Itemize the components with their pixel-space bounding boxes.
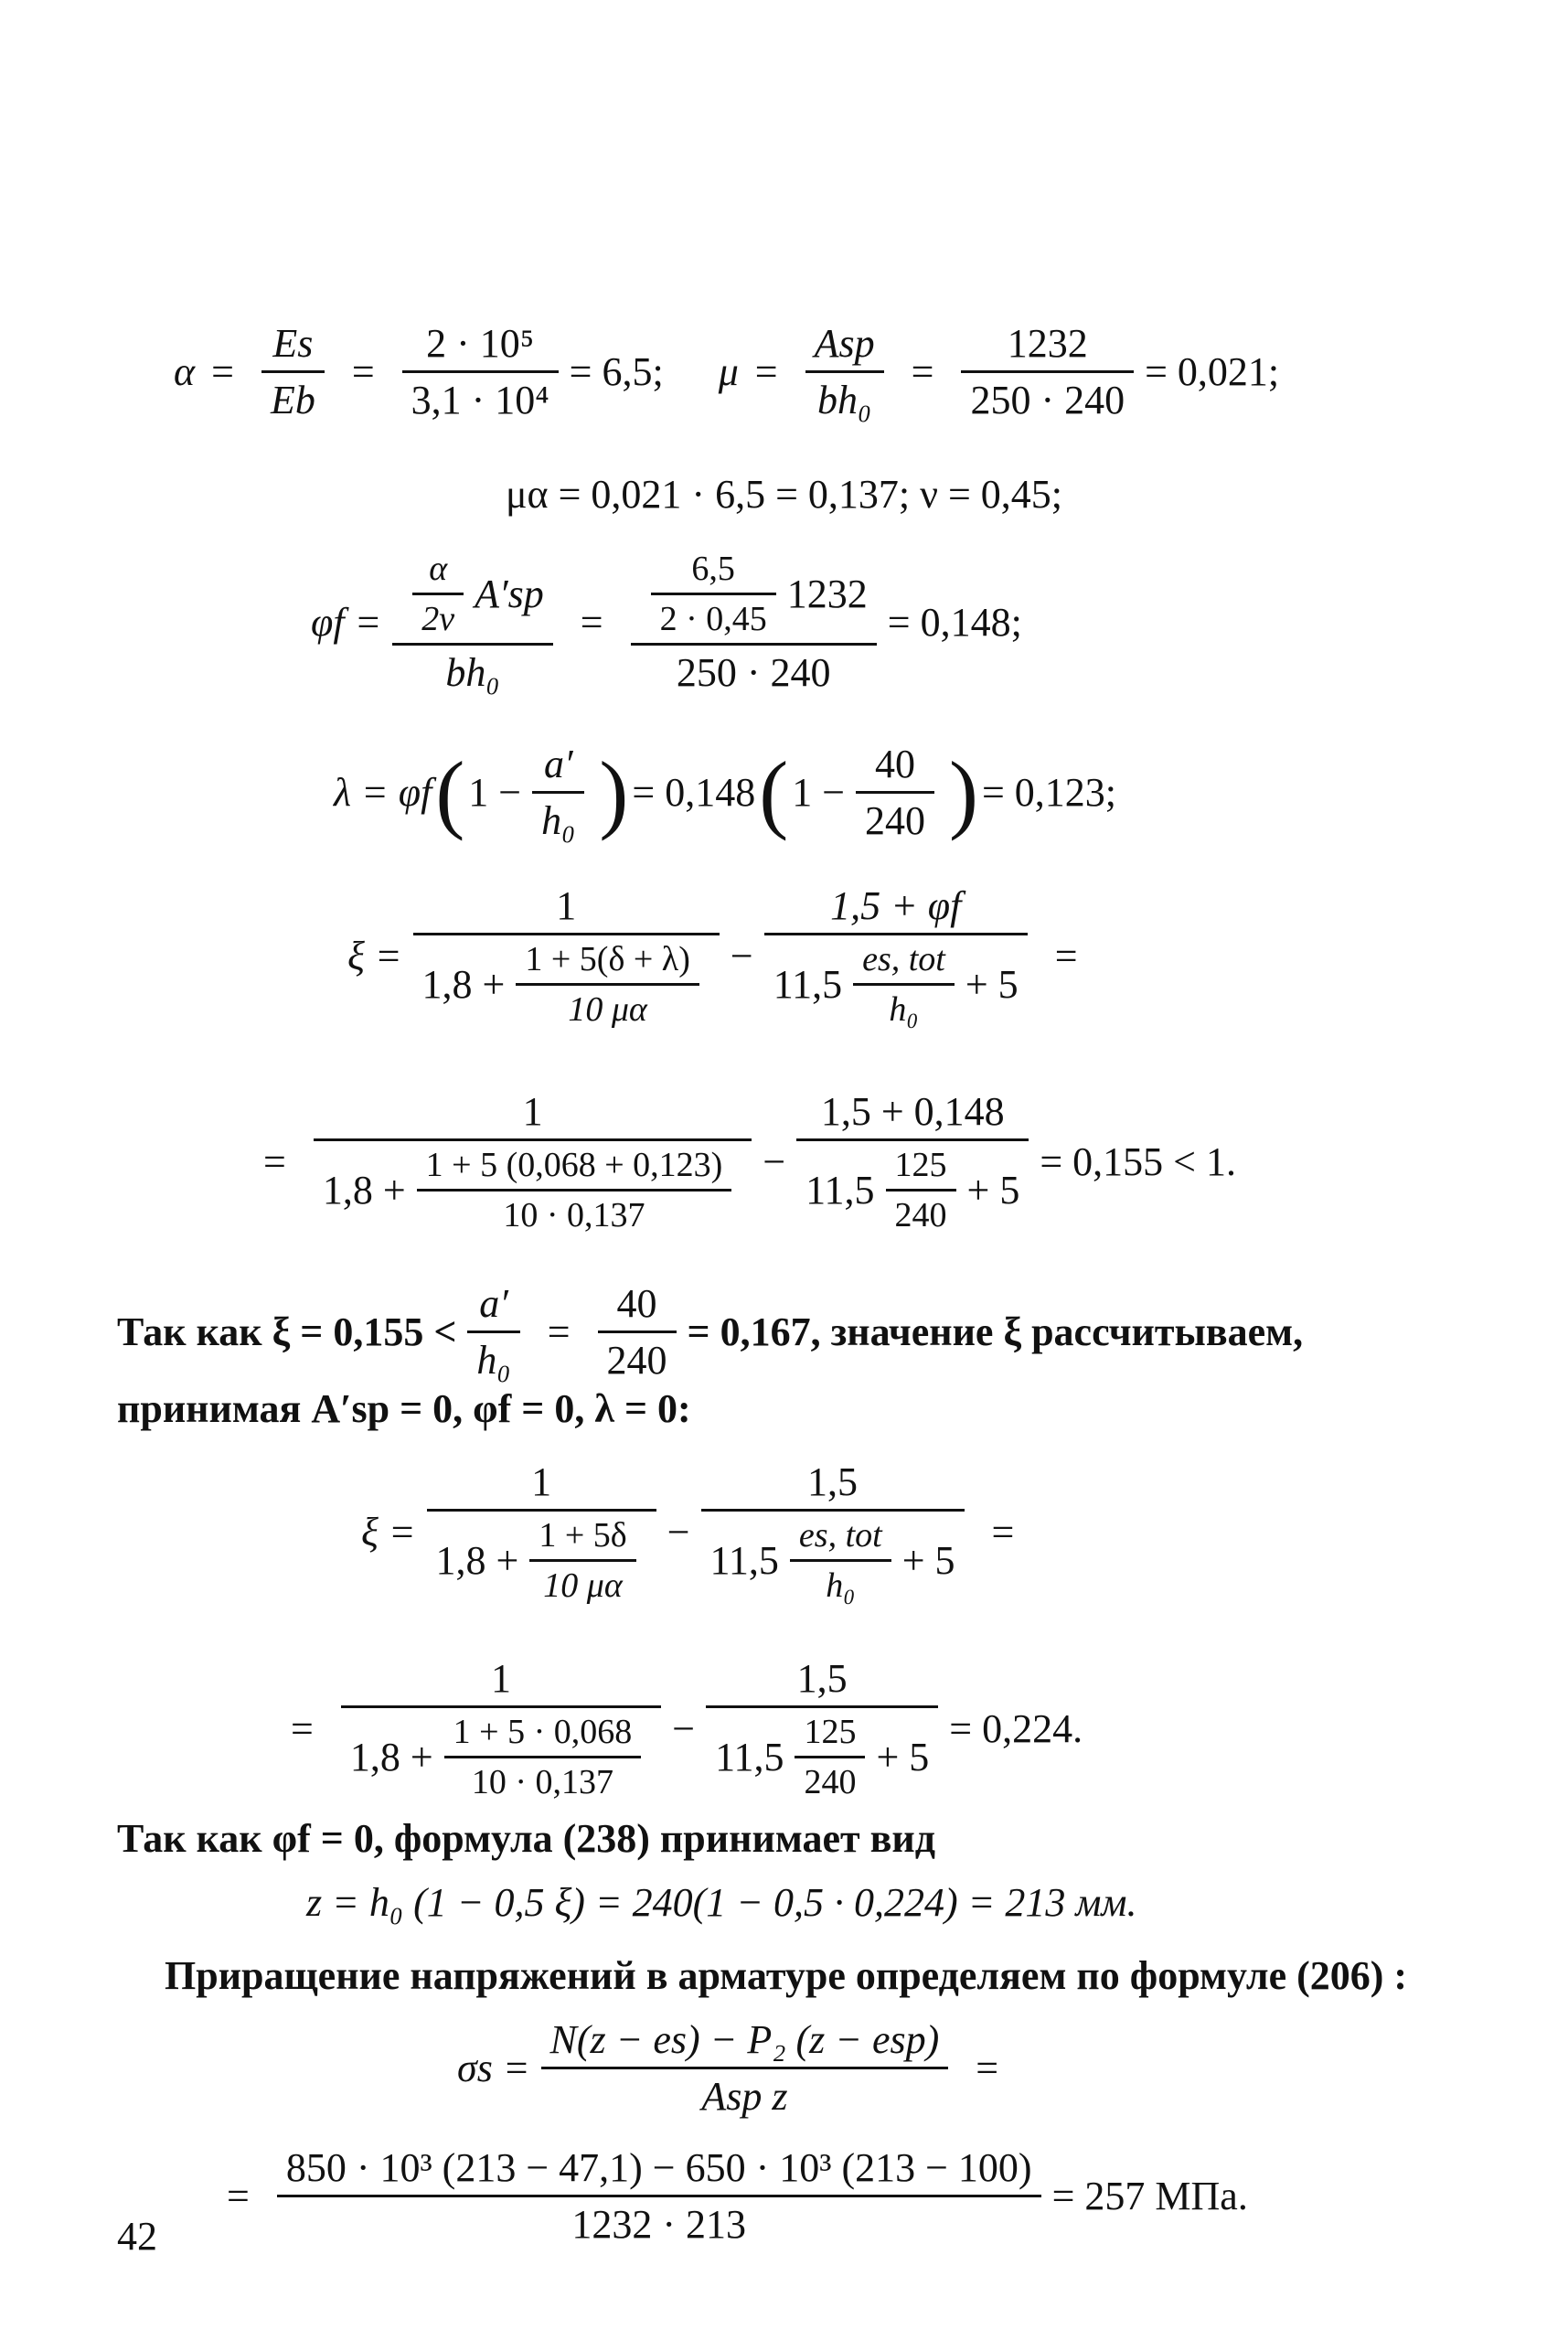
- formula-mu-alpha: μα = 0,021 · 6,5 = 0,137; ν = 0,45;: [505, 472, 1063, 517]
- sigma-result: = 257 МПа.: [1051, 2174, 1248, 2218]
- fraction-phi-f-general: $\frac{\alpha}{2\nu}$ A′sp bh₀: [392, 549, 553, 696]
- formula-alpha-mu: α = $\frac{Es}{Eb}$ = $\frac{\text{2 · 10⁵}}{\text{3,1 · 10⁴}}$ = 6,5; μ = $\frac{\text{Asp}}{\text{bh₀}}$ = $\frac{1232}{250 \cdot 240}$ = 0,021;: [174, 321, 1280, 422]
- lambda-result: = 0,123;: [981, 770, 1117, 815]
- formula-sigma-general: σs = $\frac{\text{N(z − es) − P₂ (z − esp)}}{\text{Asp z}}$ =: [457, 2017, 999, 2119]
- xi-result: = 0,155 < 1.: [1040, 1139, 1236, 1184]
- text-xi-comparison: Так как ξ = 0,155 < $\frac{a'}{\text{h₀}}$ = $\frac{40}{240}$ = 0,167, значение ξ рассчитываем,: [117, 1281, 1304, 1383]
- fraction-es-eb: $\frac{Es}{Eb}$: [261, 320, 325, 423]
- page-number: 42: [117, 2214, 157, 2259]
- text-stress-increment: Приращение напряжений в арматуре определяем по формуле (206) :: [165, 1953, 1408, 1998]
- fraction-asp-bh0: $\frac{\text{Asp}}{\text{bh₀}}$: [805, 320, 884, 423]
- formula-xi-simplified: ξ = 1 1,8 + $\frac{1 + 5\delta}{10 \mu\alpha}$ − 1,5 11,5 $\frac{\text{es, tot}}{\text{h₀}}$ + 5 =: [361, 1459, 1015, 1605]
- formula-lambda: λ = φf ( 1 − $\frac{a'}{\text{h₀}}$ ) = 0,148 ( 1 − $\frac{40}{240}$ ) = 0,123;: [334, 742, 1117, 843]
- formula-phi-f: φf = $\frac{\alpha}{2\nu}$ A′sp bh₀ = $\frac{6,5}{2 \cdot 0,45}$ 1232 250 · 240 = 0,148;: [311, 550, 1022, 695]
- formula-z: z = h₀ (1 − 0,5 ξ) = 240(1 − 0,5 · 0,224) = 213 мм.: [306, 1880, 1137, 1925]
- alpha-result: = 6,5;: [569, 349, 664, 394]
- text-assumption: принимая A′sp = 0, φf = 0, λ = 0:: [117, 1386, 691, 1431]
- fraction-phi-f-values: $\frac{6,5}{2 \cdot 0,45}$ 1232 250 · 240: [631, 549, 877, 696]
- mu-result: = 0,021;: [1145, 349, 1280, 394]
- formula-sigma-values: = $\frac{\text{850 · 10³ (213 − 47,1) − 650 · 10³ (213 − 100)}}{1232 \cdot 213}$ = 257 МПа.: [227, 2145, 1248, 2247]
- formula-xi-values: = 1 1,8 + $\frac{1 + 5 (0,068 + 0,123)}{10 \cdot 0,137}$ − 1,5 + 0,148 11,5 $\frac{125}{240}$ + 5 = 0,155 < 1.: [263, 1089, 1236, 1234]
- alpha-symbol: α: [174, 349, 196, 394]
- mu-symbol: μ: [718, 349, 739, 394]
- fraction-mu-values: $\frac{1232}{250 \cdot 240}$: [961, 320, 1134, 423]
- formula-xi-general: ξ = 1 1,8 + $\frac{1 + 5(\delta + \lambda)}{10 \mu\alpha}$ − 1,5 + φf 11,5 $\frac{\text{es, tot}}{\text{h₀}}$ + 5 =: [347, 883, 1078, 1029]
- formula-xi-simplified-values: = 1 1,8 + $\frac{1 + 5 \cdot 0,068}{10 \cdot 0,137}$ − 1,5 11,5 $\frac{125}{240}$ + 5 = 0,224.: [291, 1656, 1083, 1801]
- phi-f-result: = 0,148;: [887, 600, 1022, 645]
- xi-simplified-result: = 0,224.: [949, 1706, 1083, 1751]
- fraction-moduli-values: $\frac{\text{2 · 10⁵}}{\text{3,1 · 10⁴}}$: [402, 320, 559, 423]
- text-formula-238: Так как φf = 0, формула (238) принимает вид: [117, 1816, 935, 1861]
